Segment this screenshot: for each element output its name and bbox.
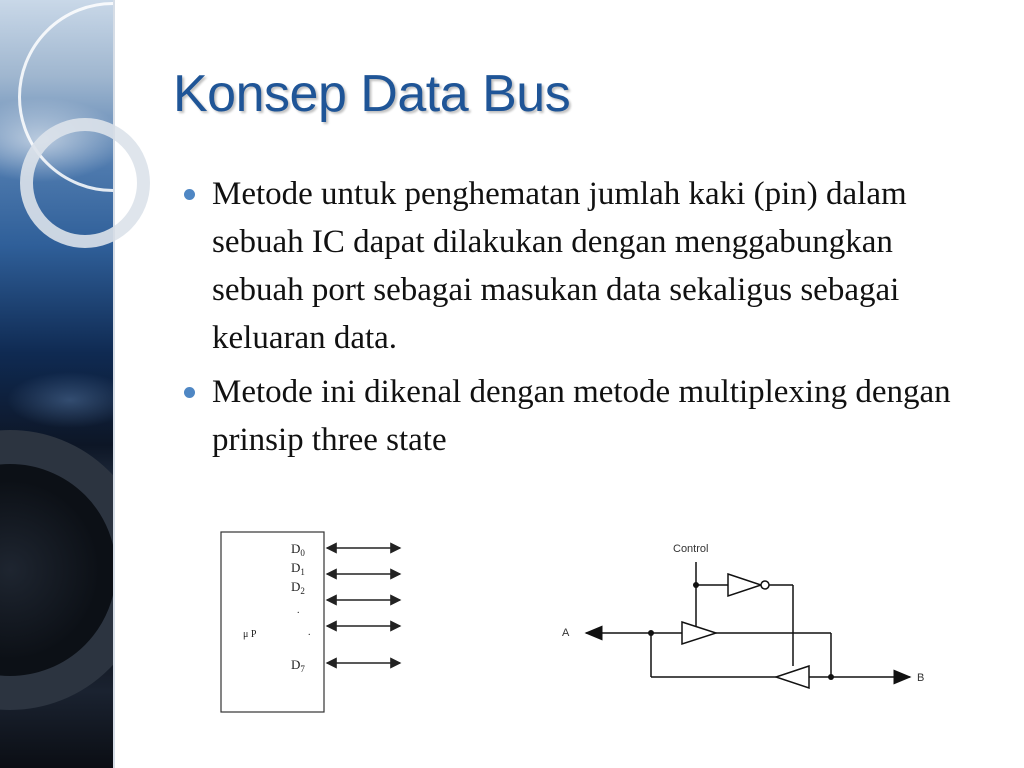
bullet-text: Metode ini dikenal dengan metode multiplexing dengan prinsip three state: [212, 374, 951, 458]
decorative-ring-small: [20, 118, 150, 248]
pin-ellipsis: .: [297, 605, 300, 616]
data-bus-pin-diagram: [210, 525, 420, 725]
bullet-dot-icon: [184, 189, 195, 200]
circuit-wires: [586, 562, 910, 677]
bullet-item: [182, 368, 972, 464]
port-a-label: A: [562, 627, 570, 639]
side-strip-edge: [113, 0, 115, 768]
microprocessor-box: [221, 532, 324, 712]
slide-title: Konsep Data Bus: [173, 65, 571, 123]
pin-label-d0: $D_0$: [291, 541, 305, 558]
pin-ellipsis: .: [308, 627, 311, 638]
port-b-label: B: [917, 672, 925, 684]
junction-dots: [648, 582, 834, 680]
bullet-text: Metode untuk penghematan jumlah kaki (pin) dalam sebuah IC dapat dilakukan dengan menggabungkan sebuah port sebagai masukan data sekaligus sebagai keluaran data.: [212, 176, 907, 356]
pin-label-d7: $D_7$: [291, 657, 305, 674]
chip-label: μ P: [243, 629, 257, 640]
tristate-buffer-forward-icon: [682, 622, 716, 644]
pin-label-d1: $D_1$: [291, 560, 305, 577]
inverter-bubble-icon: [761, 581, 769, 589]
tristate-buffer-reverse-icon: [776, 666, 809, 688]
inverter-buffer-icon: [728, 574, 761, 596]
bullet-dot-icon: [184, 387, 195, 398]
side-image-wheel: [0, 430, 113, 710]
bullet-list: [182, 170, 972, 470]
control-label: Control: [673, 543, 709, 555]
pin-label-d2: $D_2$: [291, 579, 305, 596]
bullet-item: [182, 170, 972, 362]
three-state-buffer-diagram: [550, 535, 940, 695]
